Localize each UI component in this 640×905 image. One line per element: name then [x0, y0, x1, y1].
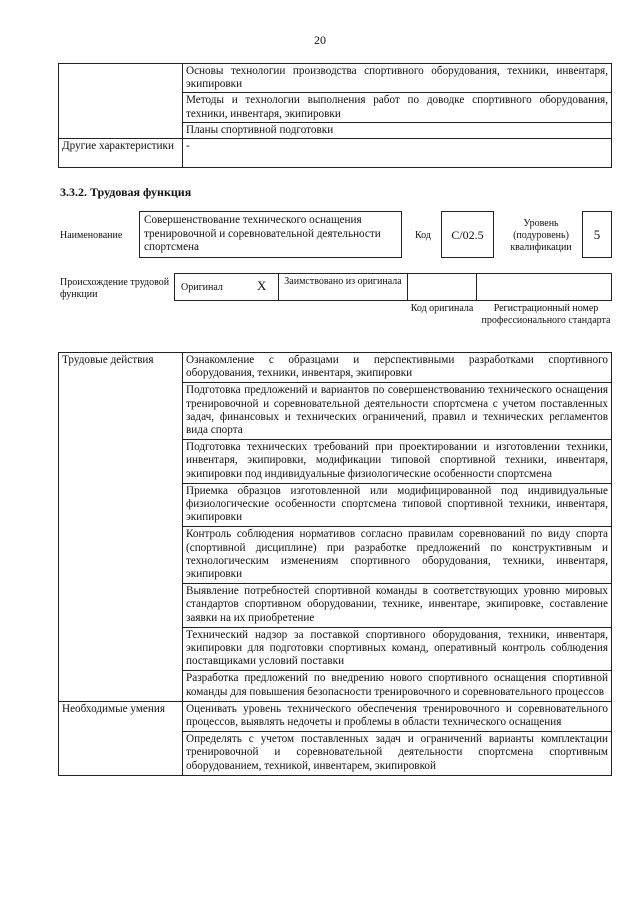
table-cell: Разработка предложений по внедрению нового спортивного оснащения спортивной команды для повышения безопасности тренировочного и соревновательного процессов — [183, 671, 612, 701]
table-cell: Методы и технологии выполнения работ по доводке спортивного оборудования, техники, инвентаря, экипировки — [183, 93, 612, 122]
row-label: Трудовые действия — [59, 353, 183, 702]
code-original-cell — [407, 273, 477, 301]
row-label — [59, 64, 183, 139]
table-cell: Приемка образцов изготовленной или модифицированной под индивидуальные физиологические особенности спортсмена типовой спортивной техники, инвентаря, экипировки — [183, 483, 612, 527]
table-cell: Оценивать уровень технического обеспечения тренировочного и соревновательного процессов, выявлять недочеты и проблемы в области технического оснащения — [183, 701, 612, 731]
table-cell: Подготовка технических требований при проектировании и изготовлении техники, инвентаря, экипировки, модификации типовой спортивной техники, инвентаря, экипировки под индивидуальные физиологические особенности спортсмена — [183, 440, 612, 484]
section-title: 3.3.2. Трудовая функция — [60, 185, 192, 199]
borrowed-cell: Заимствовано из оригинала — [278, 273, 408, 301]
function-name-box: Совершенствование технического оснащения тренировочной и соревновательной деятельности спортсмена — [139, 211, 402, 258]
table-cell: Контроль соблюдения нормативов согласно правилам соревнований по виду спорта (спортивной дисциплине) при разработке предложений по конструктивным и технологическим изменениям спортивного оборудования, техники, инвентаря, экипировки — [183, 527, 612, 584]
original-mark: X — [257, 278, 267, 293]
table-cell: Планы спортивной подготовки — [183, 122, 612, 138]
main-table — [58, 352, 612, 776]
reg-number-caption: Регистрационный номер профессионального стандарта — [481, 303, 611, 326]
table-row — [59, 64, 612, 93]
table-row — [59, 701, 612, 731]
row-label: Другие характеристики — [59, 139, 183, 168]
table-cell: Ознакомление с образцами и перспективными разработками спортивного оборудования, техники, инвентаря, экипировки — [183, 353, 612, 383]
table-cell: Подготовка предложений и вариантов по совершенствованию технического оснащения тренировочной и соревновательной деятельности спортсмена с учетом поставленных задач, финансовых и технических ограничений, правил и технических регламентов вида спорта — [183, 383, 612, 440]
level-value-box: 5 — [582, 211, 612, 258]
original-cell — [174, 273, 279, 301]
reg-number-cell — [476, 273, 612, 301]
original-label: Оригинал — [181, 282, 223, 293]
table-row — [59, 353, 612, 383]
level-label: Уровень (подуровень) квалификации — [510, 218, 572, 253]
table-cell: Определять с учетом поставленных задач и ограничений варианты комплектации тренировочной и соревновательной деятельности спортсмена спортивным оборудованием, техникой, инвентарем, экипировкой — [183, 732, 612, 776]
table-cell: - — [183, 139, 612, 168]
row-label: Необходимые умения — [59, 701, 183, 775]
code-original-caption: Код оригинала — [410, 303, 474, 314]
name-label: Наименование — [60, 230, 123, 241]
table-cell: Выявление потребностей спортивной команды в соответствующих уровню мировых стандартов спортивном оборудовании, технике, инвентаре, экипировке, составление заявки на их приобретение — [183, 584, 612, 628]
code-label: Код — [415, 230, 431, 241]
page-number: 20 — [314, 33, 326, 47]
top-table — [58, 63, 612, 168]
code-value-box: C/02.5 — [441, 211, 494, 258]
table-row — [59, 139, 612, 168]
origin-label: Происхождение трудовой функции — [60, 277, 170, 300]
table-cell: Технический надзор за поставкой спортивного оборудования, техники, инвентаря, экипировки для подготовки спортивных команд, оперативный контроль соблюдения поставщиками условий поставки — [183, 627, 612, 671]
table-cell: Основы технологии производства спортивного оборудования, техники, инвентаря, экипировки — [183, 64, 612, 93]
